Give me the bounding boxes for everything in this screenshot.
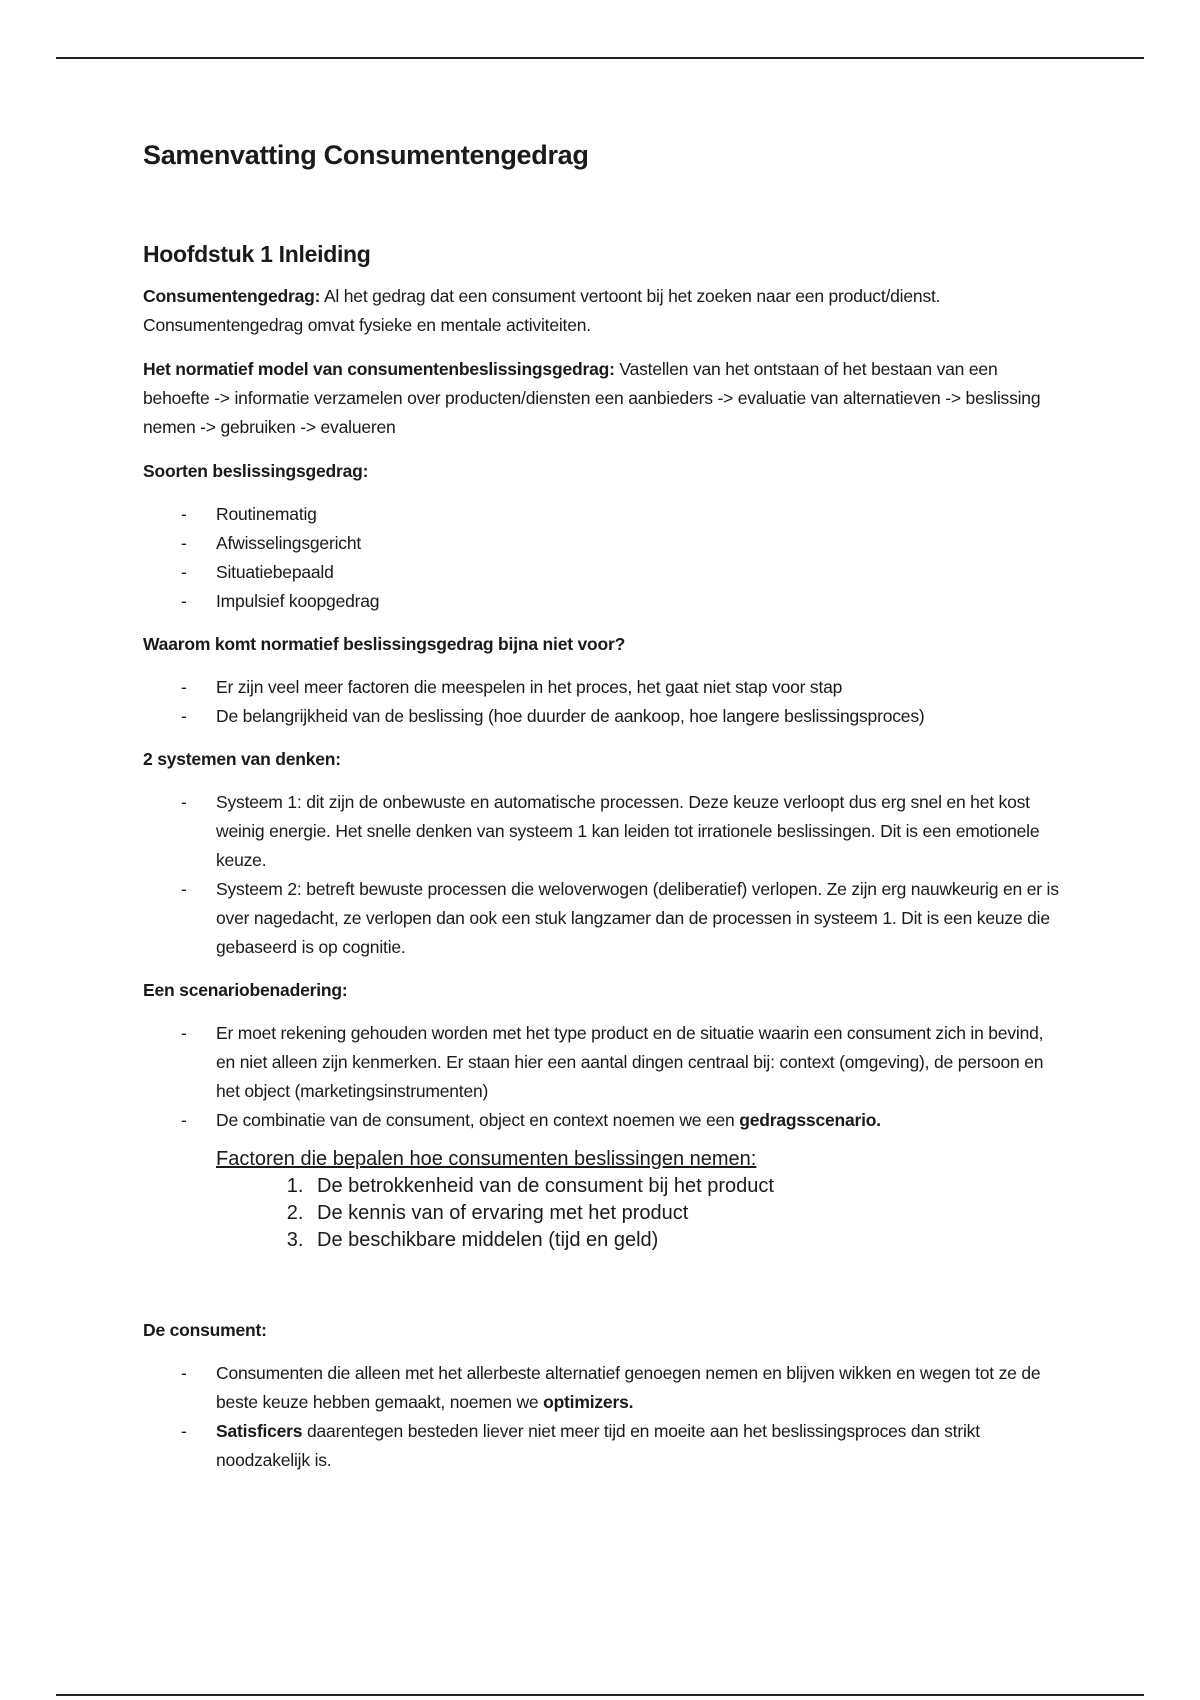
- factors-title: Factoren die bepalen hoe consumenten beslissingen nemen:: [216, 1148, 757, 1170]
- section-heading-scenario: Een scenariobenadering:: [143, 980, 348, 1000]
- factors-block: [216, 1145, 1063, 1254]
- list-item-text: De combinatie van de consument, object en context noemen we een: [216, 1110, 740, 1130]
- list-item: - De belangrijkheid van de beslissing (hoe duurder de aankoop, hoe langere beslissingsproces): [143, 702, 1063, 731]
- section-heading-systems: 2 systemen van denken:: [143, 749, 341, 769]
- list-item: - Routinematig: [143, 500, 1063, 529]
- definition-term: Consumentengedrag:: [143, 286, 321, 306]
- list-item-emphasis: gedragsscenario.: [739, 1110, 881, 1130]
- list-item-emphasis: Satisficers: [216, 1421, 303, 1441]
- footer-rule: [56, 1694, 1144, 1696]
- scenario-list: [143, 1019, 1063, 1135]
- list-item: - Afwisselingsgericht: [143, 529, 1063, 558]
- section-heading-why: Waarom komt normatief beslissingsgedrag bijna niet voor?: [143, 634, 626, 654]
- list-item: [143, 1417, 1063, 1475]
- consumer-list: [143, 1359, 1063, 1475]
- definition-text: Al het gedrag dat een consument vertoont bij het zoeken naar een product/dienst. Consumentengedrag omvat fysieke en mentale activiteiten.: [143, 286, 941, 335]
- section-heading-types: Soorten beslissingsgedrag:: [143, 461, 369, 481]
- list-item: [143, 1359, 1063, 1417]
- definition-term: Het normatief model van consumentenbeslissingsgedrag:: [143, 359, 615, 379]
- definition-normatief-model: [143, 355, 1063, 442]
- document-body: [143, 140, 1063, 1489]
- types-list: [143, 500, 1063, 616]
- list-item: - Er moet rekening gehouden worden met het type product en de situatie waarin een consument zich in bevind, en niet alleen zijn kenmerken. Er staan hier een aantal dingen centraal bij: context (omgeving), de persoon en het object (marketingsinstrumenten): [143, 1019, 1063, 1106]
- factor-item: 2. De kennis van of ervaring met het product: [309, 1200, 1063, 1227]
- list-item: - Systeem 2: betreft bewuste processen die weloverwogen (deliberatief) verlopen. Ze zijn erg nauwkeurig en er is over nagedacht, ze verlopen dan ook een stuk langzamer dan de processen in systeem 1. Dit is een keuze die gebaseerd is op cognitie.: [143, 875, 1063, 962]
- header-rule: [56, 57, 1144, 59]
- chapter-heading: Hoofdstuk 1 Inleiding: [143, 241, 371, 267]
- definition-consumentengedrag: [143, 282, 1063, 340]
- why-list: [143, 673, 1063, 731]
- definition-text: Vastellen van het ontstaan of het bestaan van een behoefte -> informatie verzamelen over producten/diensten een aanbieders -> evaluatie van alternatieven -> beslissing nemen -> gebruiken -> evalueren: [143, 359, 1041, 437]
- list-item-text: Consumenten die alleen met het allerbeste alternatief genoegen nemen en blijven wikken en wegen tot ze de beste keuze hebben gemaakt, noemen we: [216, 1363, 1041, 1412]
- list-item: - Impulsief koopgedrag: [143, 587, 1063, 616]
- section-heading-consumer: De consument:: [143, 1320, 267, 1340]
- factor-item: 3. De beschikbare middelen (tijd en geld): [309, 1227, 1063, 1254]
- systems-list: [143, 788, 1063, 962]
- document-title: Samenvatting Consumentengedrag: [143, 140, 589, 170]
- list-item: - Er zijn veel meer factoren die meespelen in het proces, het gaat niet stap voor stap: [143, 673, 1063, 702]
- list-item: - Systeem 1: dit zijn de onbewuste en automatische processen. Deze keuze verloopt dus erg snel en het kost weinig energie. Het snelle denken van systeem 1 kan leiden tot irrationele beslissingen. Dit is een emotionele keuze.: [143, 788, 1063, 875]
- list-item: - Situatiebepaald: [143, 558, 1063, 587]
- list-item: [143, 1106, 1063, 1135]
- list-item-emphasis: optimizers.: [543, 1392, 634, 1412]
- factors-list: [216, 1173, 1063, 1254]
- list-item-text: daarentegen besteden liever niet meer tijd en moeite aan het beslissingsproces dan strikt noodzakelijk is.: [216, 1421, 980, 1470]
- factor-item: 1. De betrokkenheid van de consument bij het product: [309, 1173, 1063, 1200]
